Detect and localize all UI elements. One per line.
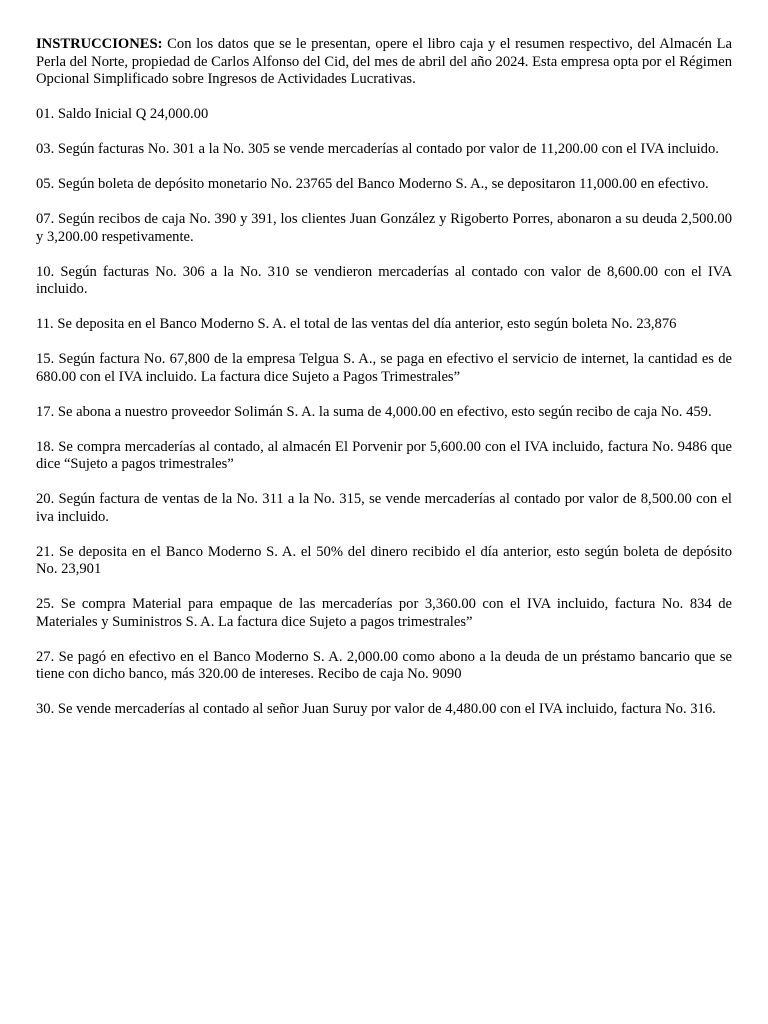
instructions-heading: INSTRUCCIONES: xyxy=(36,36,163,52)
transaction-item-01: 01. Saldo Inicial Q 24,000.00 xyxy=(36,106,209,122)
transaction-item-10: 10. Según facturas No. 306 a la No. 310 se vendieron mercaderías al contado con valor de 8,600.00 con el IVA incluido. xyxy=(36,263,732,297)
document-page xyxy=(36,36,732,736)
transaction-item-15: 15. Según factura No. 67,800 de la empresa Telgua S. A., se paga en efectivo el servicio de internet, la cantidad es de 680.00 con el IVA incluido. La factura dice Sujeto a Pagos Trimestrales” xyxy=(36,351,732,385)
transaction-item-27: 27. Se pagó en efectivo en el Banco Moderno S. A. 2,000.00 como abono a la deuda de un préstamo bancario que se tiene con dicho banco, más 320.00 de intereses. Recibo de caja No. 9090 xyxy=(36,648,732,682)
transaction-item-30: 30. Se vende mercaderías al contado al señor Juan Suruy por valor de 4,480.00 con el IVA incluido, factura No. 316. xyxy=(36,701,716,717)
transaction-item-18: 18. Se compra mercaderías al contado, al almacén El Porvenir por 5,600.00 con el IVA incluido, factura No. 9486 que dice “Sujeto a pagos trimestrales” xyxy=(36,438,732,472)
transaction-item-03: 03. Según facturas No. 301 a la No. 305 se vende mercaderías al contado por valor de 11,200.00 con el IVA incluido. xyxy=(36,141,719,157)
transaction-item-25: 25. Se compra Material para empaque de las mercaderías por 3,360.00 con el IVA incluido, factura No. 834 de Materiales y Suministros S. A. La factura dice Sujeto a pagos trimestrales” xyxy=(36,596,732,630)
transaction-item-17: 17. Se abona a nuestro proveedor Solimán S. A. la suma de 4,000.00 en efectivo, esto según recibo de caja No. 459. xyxy=(36,403,712,420)
transaction-item-21: 21. Se deposita en el Banco Moderno S. A. el 50% del dinero recibido el día anterior, esto según boleta de depósito No. 23,901 xyxy=(36,543,732,577)
instructions-text: Con los datos que se le presentan, opere el libro caja y el resumen respectivo, del Almacén La Perla del Norte, propiedad de Carlos Alfonso del Cid, del mes de abril del año 2024. Esta empresa opta por el Régimen Opcional Simplificado sobre Ingresos de Actividades Lucrativas. xyxy=(36,36,732,87)
instructions-paragraph xyxy=(36,36,732,89)
transaction-item-07: 07. Según recibos de caja No. 390 y 391, los clientes Juan González y Rigoberto Porres, abonaron a su deuda 2,500.00 y 3,200.00 respetivamente. xyxy=(36,211,732,245)
transaction-item-20: 20. Según factura de ventas de la No. 311 a la No. 315, se vende mercaderías al contado por valor de 8,500.00 con el iva incluido. xyxy=(36,491,732,525)
transaction-item-05: 05. Según boleta de depósito monetario No. 23765 del Banco Moderno S. A., se depositaron 11,000.00 en efectivo. xyxy=(36,176,709,192)
transaction-item-11: 11. Se deposita en el Banco Moderno S. A. el total de las ventas del día anterior, esto según boleta No. 23,876 xyxy=(36,316,677,332)
